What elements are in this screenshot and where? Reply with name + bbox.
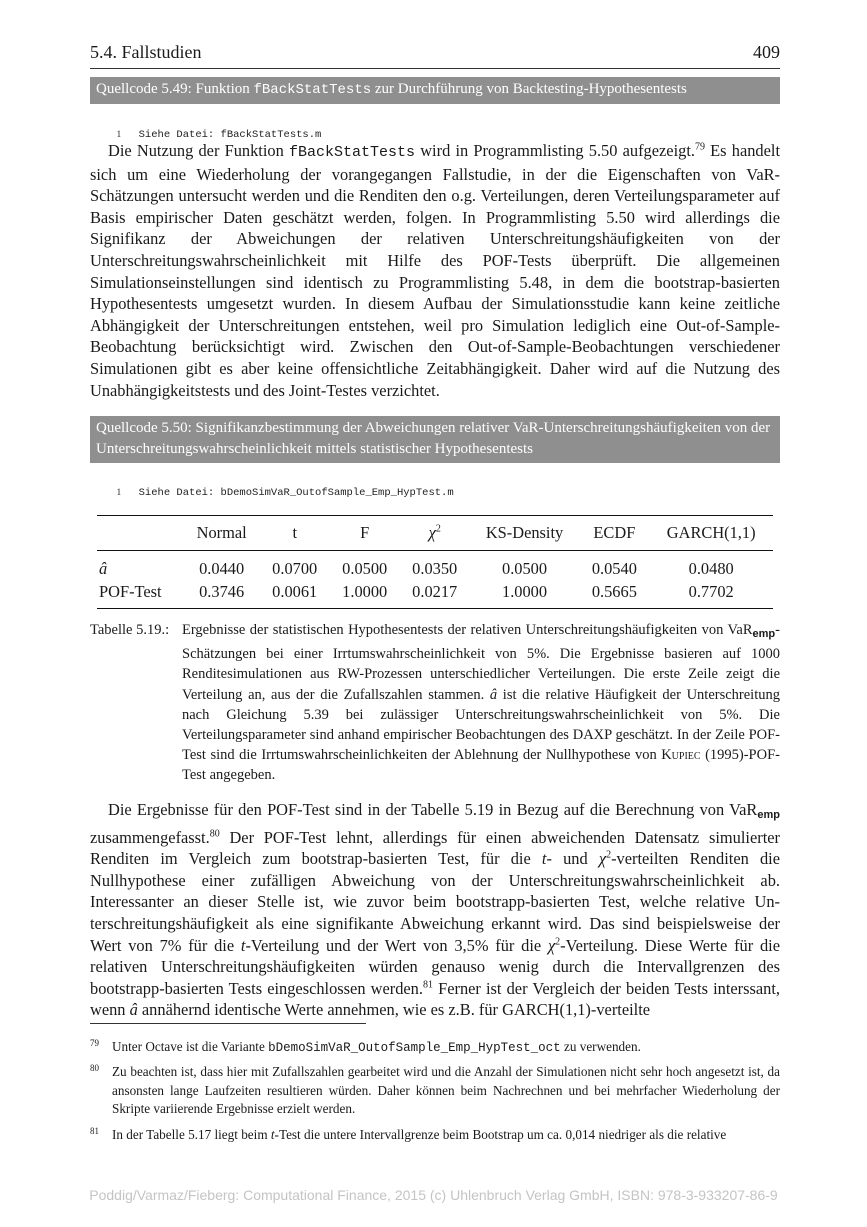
cell: 1.0000 (342, 581, 388, 601)
text: - und (546, 849, 599, 869)
footnote-rule (90, 1023, 366, 1024)
cell: 0.0440 (199, 558, 245, 578)
code-text: Siehe Datei: bDemoSimVaR_OutofSample_Emp_HypTest.m (138, 487, 454, 499)
footnote-ref-79[interactable]: 79 (694, 141, 705, 153)
cell: 0.0500 (342, 558, 388, 578)
text: (1995)-POF-Test angegeben. (182, 747, 780, 784)
column-header: F (360, 523, 370, 542)
text: -Schätzungen bei einer Irrtumswahrscheinlichkeit von 5%. Die Ergebnisse basieren auf 1000 Renditesimulationen aus RW-Prozessen unterschiedlicher Verteilungen. Die erste Zeile zeigt die Verteilung an, aus der die Zufallszahlen stammen. (182, 622, 780, 703)
text: wird in Programmlisting 5.50 aufgezeigt. (415, 141, 695, 160)
text: ist die relative Häufigkeit der Unterschreitung nach Gleichung 5.39 bei zulässiger Unterschreitungswahrscheinlichkeit von 5%. Die Verteilungsparameter sind anhand empirischer Beobachtungen des DAXP geschätzt. In der Zeile POF-Test sind die Irrtumswahrscheinlichkeiten der Ablehnung der Nullhypothese von (182, 686, 780, 764)
cell: 0.0700 (272, 558, 318, 578)
body-paragraph (90, 140, 780, 401)
footnote-number: 80 (90, 1063, 99, 1073)
table-caption-label: Tabelle 5.19.: (90, 622, 170, 638)
text: In der Tabelle 5.17 liegt beim (112, 1127, 271, 1142)
a-hat-symbol: â (99, 558, 108, 578)
subscript: emp (752, 628, 776, 640)
cell: 0.0500 (502, 558, 548, 578)
cell: 0.0217 (412, 581, 458, 601)
text: Die Ergebnisse für den POF-Test sind in der Tabelle 5.19 in Bezug auf die Berechnung von VaR (108, 800, 758, 819)
caption-text: zur Durchführung von Backtesting-Hypothesentests (371, 81, 687, 97)
cell: 0.5665 (591, 581, 637, 601)
chi-symbol: χ (547, 935, 556, 955)
chi-symbol: χ (428, 523, 436, 542)
footnote-text (112, 1126, 780, 1145)
inline-code: fBackStatTests (289, 144, 416, 161)
a-hat-symbol: â (489, 686, 498, 703)
text: Der POF-Test lehnt, allerdings für einen abweichenden Datensatz simulierter Renditen im Vergleich zum bootstrap-basierten Test, für die (90, 827, 780, 869)
code-listing-caption-5-49 (90, 77, 780, 104)
footnote-number: 81 (90, 1126, 99, 1136)
code-listing-caption-5-50 (90, 416, 780, 463)
caption-text: Quellcode 5.50: Signifikanzbestimmung der Abweichungen relativer VaR-Unterschreitungshäufigkeiten von der Unterschreitungswahrscheinlichkeit mittels statistischer Hypothesentests (96, 420, 771, 457)
cell: 0.7702 (688, 581, 734, 601)
column-header (400, 516, 470, 551)
line-number: 1 (116, 129, 122, 139)
table-caption-body (182, 620, 780, 786)
cell: 0.0061 (272, 581, 318, 601)
function-name: fBackStatTests (253, 82, 372, 98)
cell: 0.0480 (688, 558, 734, 578)
table-row (97, 580, 773, 609)
math-t: t (541, 849, 547, 869)
cell: 0.0350 (412, 558, 458, 578)
row-label: POF-Test (99, 581, 162, 601)
code-line (104, 471, 454, 500)
text: -Test die untere Intervallgrenze beim Bootstrap um ca. 0,014 niedriger als die relative (274, 1127, 727, 1142)
row-label (97, 551, 184, 581)
caption-text: Quellcode 5.49: Funktion (96, 81, 254, 97)
inline-code: bDemoSimVaR_OutofSample_Emp_HypTest_oct (268, 1041, 561, 1055)
superscript: 2 (435, 523, 441, 535)
results-table (97, 515, 773, 609)
column-header: KS-Density (485, 523, 564, 542)
footnote-text (112, 1038, 780, 1058)
text: Ferner ist der Vergleich der beiden Tests interssant, wenn (90, 978, 781, 1020)
text: -Verteilung und der Wert von 3,5% für die (245, 935, 548, 955)
code-text: Siehe Datei: fBackStatTests.m (138, 129, 322, 141)
math-t: t (270, 1127, 275, 1142)
text: Es handelt sich um eine Wiederholung der vorangegangen Fallstudie, in der die Eigenschaften von VaR-Schätzungen untersucht werden und die Renditen den o.g. Verteilungen, deren Verteilungsparameter auf Basis empirischer Daten geschätzt werden, folgen. In Programmlisting 5.50 wird allerdings die Signifikanz der Abweichungen der relativen Unterschreitungshäufigkeiten von der Unterschreitungswahrscheinlichkeit mit Hilfe des POF-Tests überprüft. Die allgemeinen Simulationseinstellungen sind identisch zu Programmlisting 5.48, in dem die bootstrap-basierten Hypothesentests umgesetzt wurden. In diesem Aufbau der Simulationsstudie kann keine zeitliche Abhängigkeit der Unterschreitungen entstehen, weil pro Simulation lediglich eine Out-of-Sample-Beobachtung berücksichtigt wird. Zwischen den Out-of-Sample-Beobachtungen verschiedener Simulationen gibt es aber keine offensichtliche Zeitabhängigkeit. Daher wird auf die Nutzung des Unabhängigkeitstests und des Joint-Testes verzichtet. (90, 141, 780, 400)
footnote-79 (90, 1038, 780, 1058)
author-name: Kupiec (661, 747, 701, 764)
body-paragraph (90, 799, 780, 1021)
column-header: ECDF (593, 523, 636, 542)
column-header: t (292, 523, 297, 542)
page-number: 409 (753, 42, 780, 62)
subscript: emp (757, 809, 780, 821)
superscript: 2 (555, 936, 561, 948)
table-caption (90, 620, 780, 786)
section-title: 5.4. Fallstudien (90, 42, 202, 62)
cell: 0.3746 (199, 581, 245, 601)
running-head (90, 40, 780, 69)
footnote-text: Zu beachten ist, dass hier mit Zufallszahlen gearbeitet wird und die Anzahl der Simulationen nicht sehr hoch angesetzt ist, da ansonsten lange Laufzeiten resultieren würden. Daher können beim Nachrechnen und bei mehrfacher Wiederholung der Skripte variierende Ergebnisse erzielt werden. (112, 1064, 780, 1116)
text: annähernd identische Werte annehmen, wie es z.B. für GARCH(1,1)-verteilte (137, 1000, 651, 1020)
text: -verteilten Renditen die Nullhypothese einer zufälligen Abweichung von der Unterschreitungswahrscheinlichkeit ab. Interessanter an dieser Stelle ist, wie zuvor beim bootstrapp-basierten Test, welche relative Unterschreitungshäufigkeit als eine signifikante Abweichung erkannt wird. Das sind beispielsweise der Wert von 7% für die (90, 849, 780, 955)
text: Die Nutzung der Funktion (108, 141, 289, 160)
cell: 0.0540 (591, 558, 637, 578)
text: zu verwenden. (560, 1039, 641, 1054)
text: zusammengefasst. (90, 827, 210, 847)
line-number: 1 (116, 487, 122, 497)
a-hat-symbol: â (129, 1000, 138, 1020)
table-row (97, 551, 773, 581)
text: Ergebnisse der statistischen Hypothesentests der relativen Unterschreitungshäufigkeiten von VaR (182, 622, 753, 638)
footnote-81 (90, 1126, 780, 1145)
cell: 1.0000 (502, 581, 548, 601)
footnote-number: 79 (90, 1038, 99, 1048)
footnote-ref-81[interactable]: 81 (422, 979, 433, 991)
copyright-footer: Poddig/Varmaz/Fieberg: Computational Finance, 2015 (c) Uhlenbruch Verlag GmbH, ISBN: 978-3-933207-86-9 (89, 1187, 778, 1203)
table-header-row (97, 516, 773, 551)
code-line (104, 113, 321, 142)
superscript: 2 (606, 849, 612, 861)
math-t: t (240, 935, 246, 955)
text: -Verteilung. Diese Werte für die relativen Unterschreitungshäufigkeiten würden genauso wenig durch die Intervallgrenzen des bootstrapp-basierten Tests eingeschlossen werden. (90, 935, 780, 998)
text: Unter Octave ist die Variante (112, 1039, 269, 1054)
footnote-80 (90, 1063, 780, 1119)
column-header: Normal (196, 523, 247, 542)
chi-symbol: χ (598, 849, 607, 869)
column-header: GARCH(1,1) (666, 523, 756, 542)
footnote-ref-80[interactable]: 80 (209, 828, 220, 840)
column-header (97, 516, 184, 551)
